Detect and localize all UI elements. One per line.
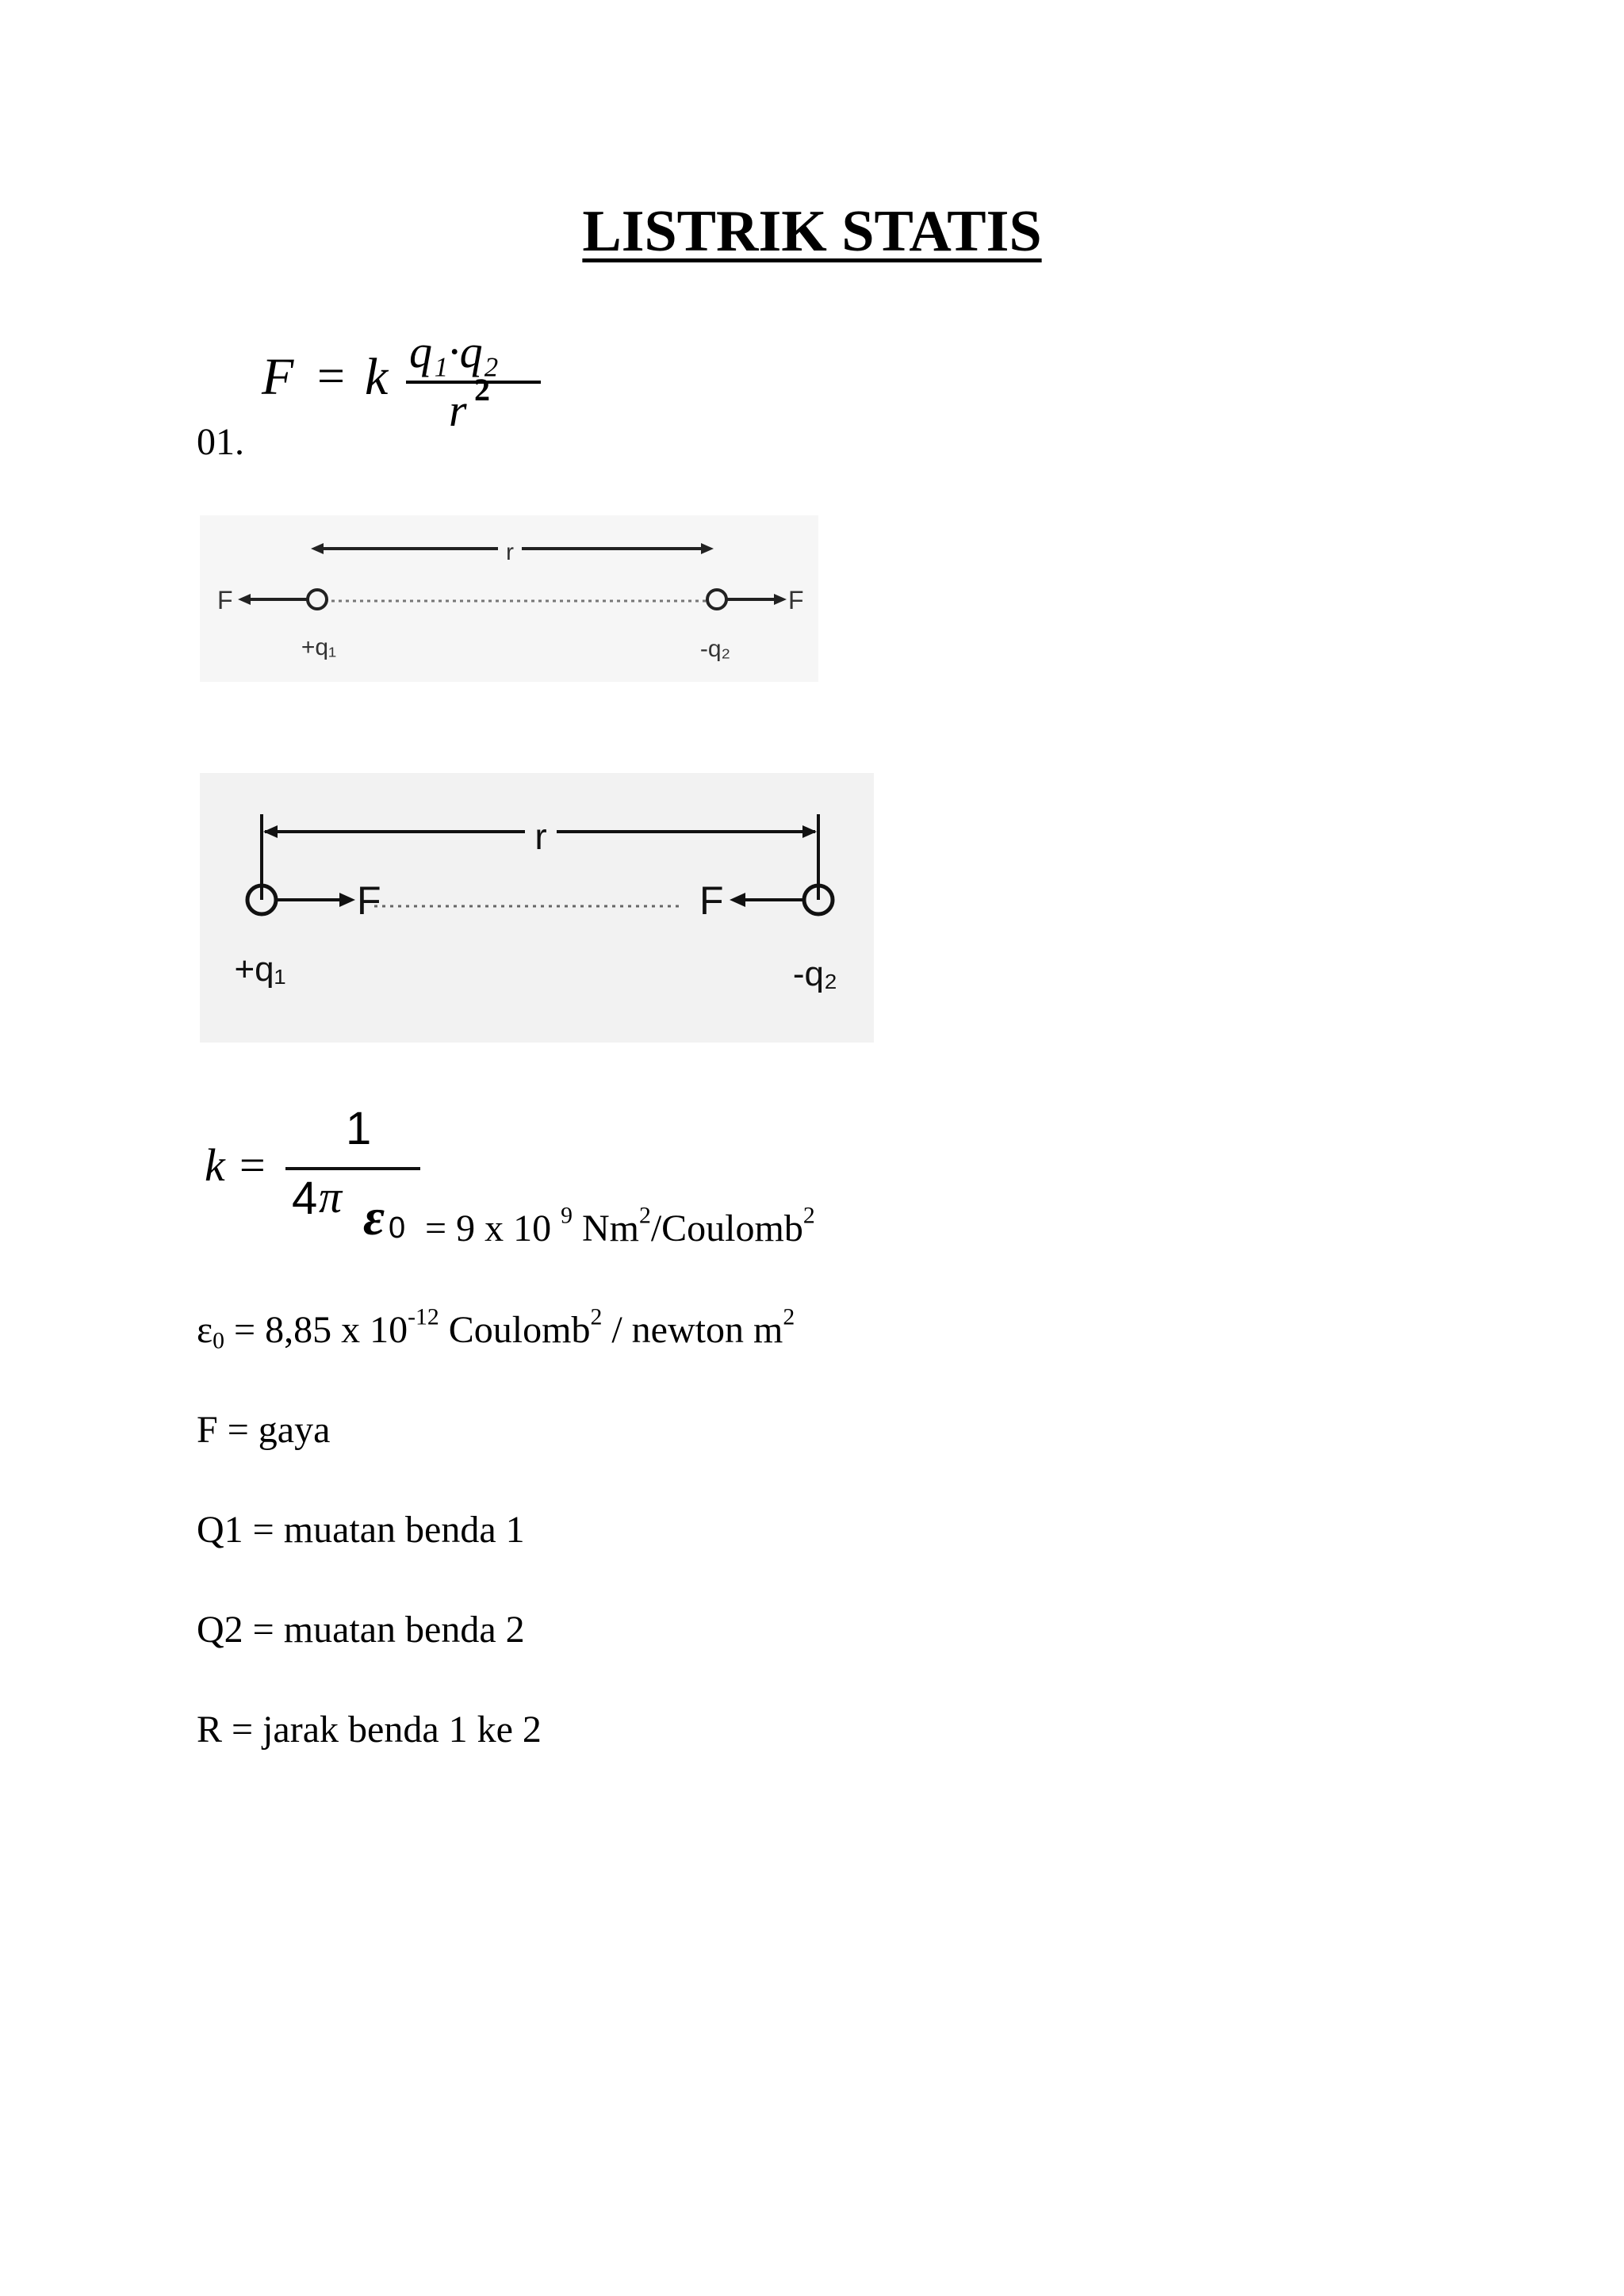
k-formula-denom-epsilon: ε <box>363 1188 385 1246</box>
charge-label-q2: -q₂ <box>699 636 731 662</box>
k-formula-fraction-bar <box>285 1167 420 1170</box>
charge-label-q1: +q₁ <box>234 950 286 989</box>
force-label-right: F <box>788 586 804 614</box>
charge-diagram-attraction <box>200 773 874 1043</box>
definition-charge-1: Q1 = muatan benda 1 <box>197 1509 525 1551</box>
charge-q1 <box>308 590 327 609</box>
formula-denominator: r <box>449 385 467 436</box>
charge-q2 <box>707 590 726 609</box>
formula-k: k <box>365 348 389 406</box>
distance-arrow-left <box>311 543 324 554</box>
k-value-line: = 9 x 10 $^9$ Nm$^2$/Coulomb$^2$ <box>425 1202 815 1249</box>
formula-fraction-bar <box>406 381 541 384</box>
force-label-left: F <box>217 586 233 614</box>
epsilon-zero-line: $\varepsilon_0 = 8,85$ x $10^{-12}$ Coulomb$^2$ / newton $m^2$ <box>197 1303 795 1354</box>
k-formula <box>200 1102 438 1253</box>
charge-diagram-repulsion <box>200 515 818 682</box>
k-formula-denom-epsilon-sub: 0 <box>389 1211 406 1245</box>
charge-label-q2: -q₂ <box>792 955 838 993</box>
k-formula-denom-four: 4 <box>292 1173 318 1224</box>
force-label-right: F <box>699 878 724 923</box>
item-number: 01. <box>197 421 244 463</box>
definition-distance: R = jarak benda 1 ke 2 <box>197 1709 542 1751</box>
force-label-left: F <box>357 878 381 923</box>
definition-charge-2: Q2 = muatan benda 2 <box>197 1609 525 1651</box>
k-formula-denom-pi: π <box>319 1171 343 1223</box>
formula-denominator-exp: 2 <box>474 372 490 408</box>
page-title: LISTRIK STATIS <box>582 199 1042 264</box>
formula-equals: = <box>317 350 345 404</box>
distance-label: r <box>506 539 514 565</box>
charge-label-q1: +q₁ <box>301 634 337 660</box>
distance-label: r <box>534 816 547 857</box>
coulomb-formula <box>254 325 547 444</box>
k-formula-lhs: k = <box>205 1139 268 1191</box>
definition-force: F = gaya <box>197 1409 331 1451</box>
formula-numerator: q₁·q₂ <box>409 326 499 377</box>
k-formula-numerator: 1 <box>346 1103 372 1154</box>
distance-arrow-right <box>701 543 714 554</box>
formula-lhs: F <box>262 348 294 406</box>
